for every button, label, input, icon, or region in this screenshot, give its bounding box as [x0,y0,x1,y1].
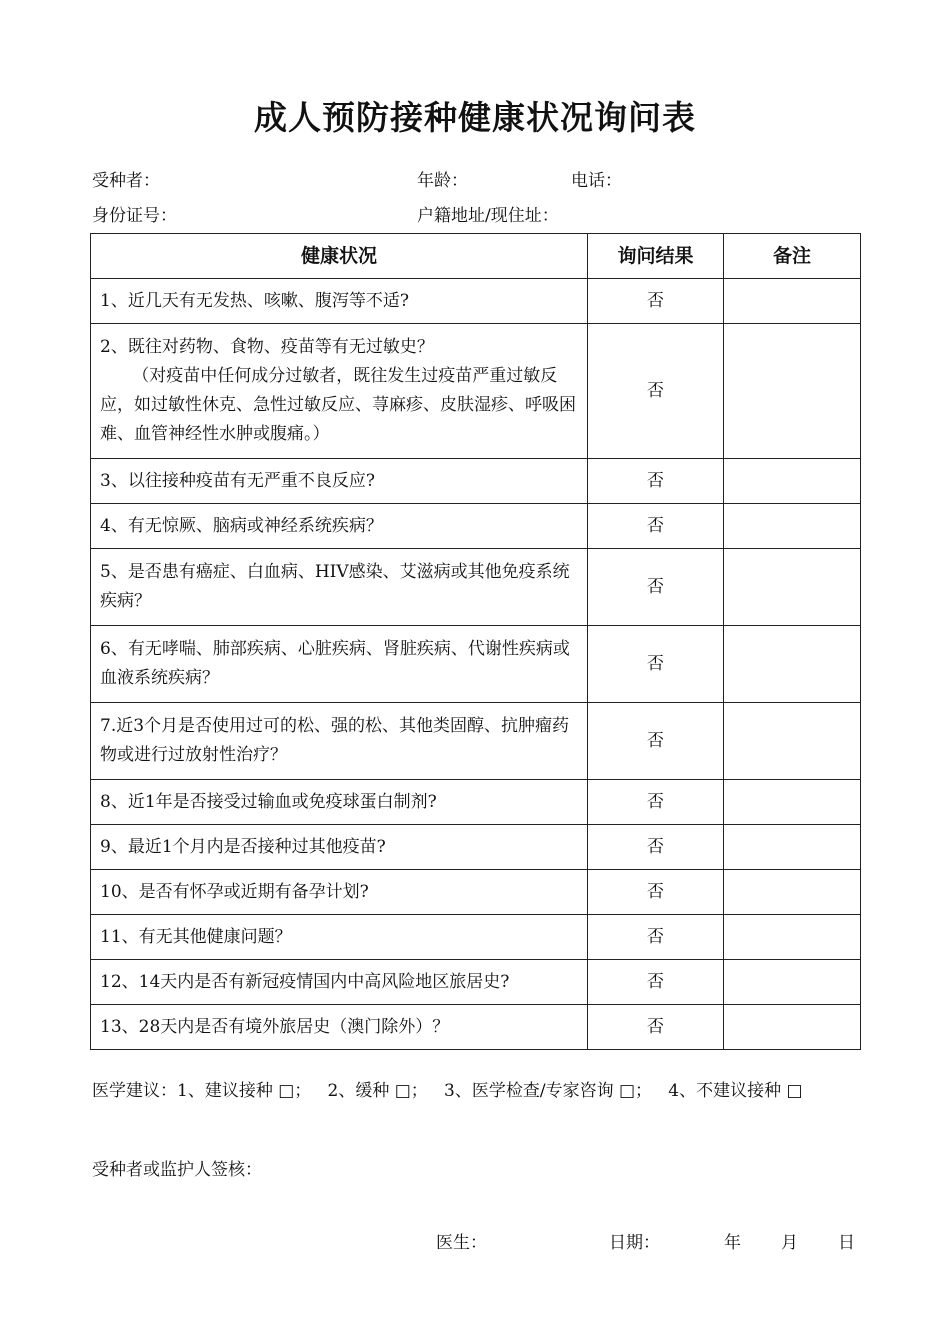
table-row [91,459,861,504]
answer-cell: 否 [588,1005,724,1050]
answer-cell: 否 [588,459,724,504]
answer-cell: 否 [588,870,724,915]
question-cell [91,870,588,915]
health-questionnaire-table [90,233,861,1050]
question-text: 3、以往接种疫苗有无严重不良反应? [100,470,375,491]
question-cell [91,626,588,703]
answer-cell: 否 [588,825,724,870]
form-title: 成人预防接种健康状况询问表 [254,98,696,137]
answer-cell: 否 [588,324,724,459]
table-row [91,780,861,825]
notes-cell[interactable] [724,915,861,960]
date-day: 日 [838,1233,855,1253]
question-cell [91,780,588,825]
question-text: 7.近3个月是否使用过可的松、强的松、其他类固醇、抗肿瘤药物或进行过放射性治疗？ [100,716,570,765]
question-text: 10、是否有怀孕或近期有备孕计划? [100,881,369,902]
advice-option-postpone[interactable]: 2、缓种 □； [327,1081,428,1101]
question-cell [91,324,588,459]
notes-cell[interactable] [724,780,861,825]
header-result: 询问结果 [588,234,724,279]
table-row [91,324,861,459]
question-cell [91,703,588,780]
answer-cell: 否 [588,279,724,324]
notes-cell[interactable] [724,279,861,324]
date-label: 日期： [609,1233,660,1253]
notes-cell[interactable] [724,626,861,703]
question-text: 11、有无其他健康问题？ [100,926,292,947]
notes-cell[interactable] [724,960,861,1005]
question-cell [91,504,588,549]
table-row [91,825,861,870]
answer-cell: 否 [588,703,724,780]
question-text: 6、有无哮喘、肺部疾病、心脏疾病、肾脏疾病、代谢性疾病或血液系统疾病？ [100,639,570,688]
notes-cell[interactable] [724,1005,861,1050]
answer-cell: 否 [588,626,724,703]
notes-cell[interactable] [724,549,861,626]
recipient-label: 受种者： [92,171,160,191]
notes-cell[interactable] [724,870,861,915]
header-health-status: 健康状况 [91,234,588,279]
question-text: 8、近1年是否接受过输血或免疫球蛋白制剂? [100,791,437,812]
question-cell [91,549,588,626]
question-text: 13、28天内是否有境外旅居史（澳门除外）？ [100,1016,450,1037]
question-text: 1、近几天有无发热、咳嗽、腹泻等不适? [100,290,409,311]
id-number-label: 身份证号： [92,206,177,226]
medical-advice [92,1078,862,1104]
question-cell [91,960,588,1005]
answer-cell: 否 [588,780,724,825]
question-subtext: （对疫苗中任何成分过敏者，既往发生过疫苗严重过敏反应，如过敏性休克、急性过敏反应、荨麻疹、皮肤湿疹、呼吸困难、血管神经性水肿或腹痛。） [100,366,576,444]
advice-option-consult[interactable]: 3、医学检查/专家咨询 □； [444,1081,653,1101]
advice-option-not-recommended[interactable]: 4、不建议接种 □ [668,1081,803,1101]
table-row [91,915,861,960]
signature-label: 受种者或监护人签核： [92,1160,262,1180]
notes-cell[interactable] [724,504,861,549]
doctor-label: 医生： [436,1233,487,1253]
question-text: 12、14天内是否有新冠疫情国内中高风险地区旅居史? [100,971,510,992]
question-text: 4、有无惊厥、脑病或神经系统疾病？ [100,515,383,536]
question-cell [91,825,588,870]
table-row [91,279,861,324]
answer-cell: 否 [588,915,724,960]
answer-cell: 否 [588,549,724,626]
advice-option-vaccinate[interactable]: 1、建议接种 □； [177,1081,312,1101]
answer-cell: 否 [588,960,724,1005]
medical-advice-label: 医学建议： [92,1081,177,1101]
phone-label: 电话： [571,171,622,191]
age-label: 年龄： [417,171,468,191]
date-month: 月 [781,1233,798,1253]
date-year: 年 [724,1233,741,1253]
notes-cell[interactable] [724,324,861,459]
table-row [91,703,861,780]
question-cell [91,915,588,960]
header-notes: 备注 [724,234,861,279]
notes-cell[interactable] [724,825,861,870]
question-text: 2、既往对药物、食物、疫苗等有无过敏史？ [100,337,434,357]
question-cell [91,279,588,324]
notes-cell[interactable] [724,459,861,504]
address-label: 户籍地址/现住址： [417,206,559,226]
question-text: 5、是否患有癌症、白血病、HIV感染、艾滋病或其他免疫系统疾病？ [100,562,570,611]
question-cell [91,1005,588,1050]
table-row [91,626,861,703]
table-header-row [91,234,861,279]
answer-cell: 否 [588,504,724,549]
question-text: 9、最近1个月内是否接种过其他疫苗? [100,836,386,857]
table-row [91,549,861,626]
question-cell [91,459,588,504]
notes-cell[interactable] [724,703,861,780]
table-row [91,504,861,549]
table-row [91,1005,861,1050]
table-row [91,960,861,1005]
table-row [91,870,861,915]
